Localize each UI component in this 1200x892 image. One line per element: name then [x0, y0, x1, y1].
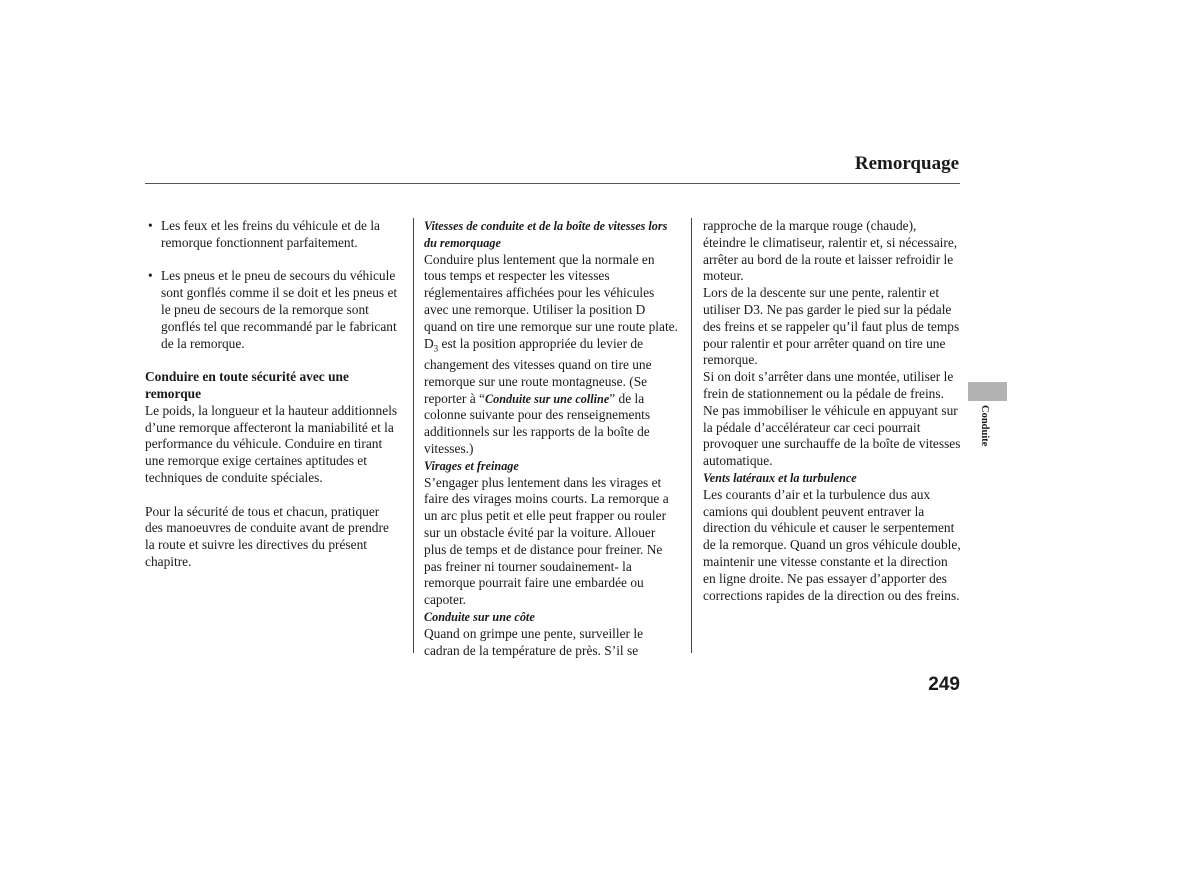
bullet-item	[145, 218, 400, 252]
column-1	[145, 218, 400, 571]
bullet-item	[145, 268, 400, 352]
paragraph: rapproche de la marque rouge (chaude), éteindre le climatiseur, ralentir et, si nécessaire, arrêter au bord de la route et laisser refroidir le moteur.	[703, 218, 958, 284]
paragraph: Lors de la descente sur une pente, ralentir et utiliser D3. Ne pas garder le pied sur la pédale des freins et se rappeler qu’il faut plus de temps pour ralentir et pour arrêter quand on tire une remorque.	[703, 285, 960, 368]
column-divider	[413, 218, 414, 653]
bullet-text: Les feux et les freins du véhicule et de la remorque fonctionnent parfaitement.	[161, 218, 380, 250]
section-tab-label: Conduite	[979, 405, 990, 447]
paragraph: Pour la sécurité de tous et chacun, pratiquer des manoeuvres de conduite avant de prendre la route et suivre les directives du présent chapitre.	[145, 503, 389, 569]
section-heading: Vitesses de conduite et de la boîte de vitesses lors du remorquage	[424, 219, 668, 250]
section-heading: Conduite sur une côte	[424, 610, 535, 624]
page-title: Remorquage	[854, 153, 959, 174]
column-3	[703, 218, 961, 604]
paragraph: Conduire plus lentement que la normale en tous temps et respecter les vitesses réglementaires affichées pour les véhicules avec une remorque. Utiliser la position D quand on tire une remorque sur une route plate. $D_3$ est la position appropriée du levier de changement des vitesses quand on tire une remorque sur une route montagneuse. (Se reporter à “Conduite sur une colline” de la colonne suivante pour des renseignements additionnels sur les rapports de la boîte de vitesses.)	[424, 251, 678, 457]
bullet-icon: •	[148, 268, 153, 284]
subscript: 3	[433, 343, 439, 354]
paragraph: Si on doit s’arrêter dans une montée, utiliser le frein de stationnement ou la pédale de freins. Ne pas immobiliser le véhicule en appuyant sur la pédale d’accélérateur car ceci pourrait provoquer une surchauffe de la boîte de vitesses automatique.	[703, 369, 961, 469]
cross-reference: Conduite sur une colline	[484, 391, 610, 406]
paragraph: Le poids, la longueur et la hauteur additionnels d’une remorque affecteront la maniabilité et la performance du véhicule. Conduire en tirant une remorque exige certaines aptitudes et techniques de conduite spéciales.	[145, 402, 398, 485]
paragraph: S’engager plus lentement dans les virages et faire des virages moins courts. La remorque a un arc plus petit et elle peut frapper ou rouler sur un obstacle évité par la voiture. Allouer plus de temps et de distance pour freiner. Ne pas freiner ni tourner soudainement- la remorque pourrait faire une embardée ou capoter.	[424, 474, 669, 608]
section-tab	[968, 382, 1007, 401]
column-2	[424, 218, 679, 659]
bullet-icon: •	[148, 218, 153, 233]
header-rule	[145, 183, 960, 184]
bullet-text: Les pneus et le pneu de secours du véhicule sont gonflés comme il se doit et les pneus et le pneu de secours de la remorque sont gonflés tel que recommandé par le fabricant de la remorque.	[161, 268, 398, 351]
paragraph: Quand on grimpe une pente, surveiller le cadran de la température de près. S’il se	[424, 625, 644, 658]
section-heading: Virages et freinage	[424, 458, 519, 473]
column-divider	[691, 218, 692, 653]
section-heading: Conduire en toute sécurité avec une remorque	[145, 369, 349, 401]
paragraph: Les courants d’air et la turbulence dus aux camions qui doublent peuvent entraver la direction du véhicule et causer le serpentement de la remorque. Quand un gros véhicule double, maintenir une vitesse constante et la direction en ligne droite. Ne pas essayer d’apporter des corrections rapides de la direction ou des freins.	[703, 486, 961, 603]
page-number: 249	[928, 674, 960, 695]
section-heading: Vents latéraux et la turbulence	[703, 470, 857, 485]
